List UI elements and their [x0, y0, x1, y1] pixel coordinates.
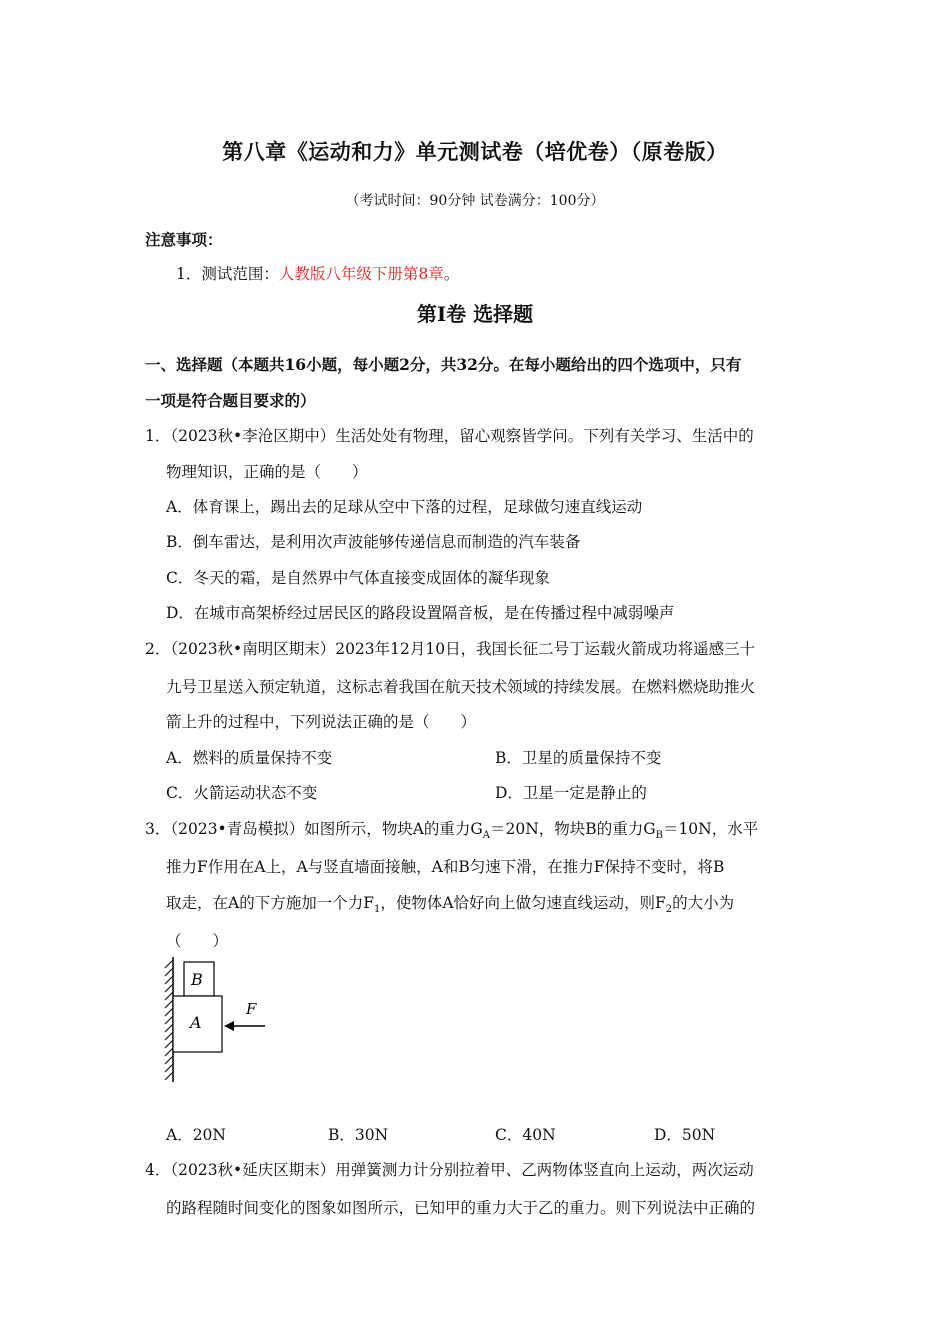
- q4-stem-line2: 的路程随时间变化的图象如图所示，已知甲的重力大于乙的重力。则下列说法中正确的: [166, 1199, 756, 1217]
- q2-stem-line2: 九号卫星送入预定轨道，这标志着我国在航天技术领域的持续发展。在燃料燃烧助推火: [166, 678, 756, 696]
- q3-stem-line2: 推力F作用在A上，A与竖直墙面接触，A和B匀速下滑，在推力F保持不变时，将B: [166, 858, 725, 876]
- q3-stem-line1: 3．（2023•青岛模拟）如图所示，物块A的重力$G_A=20N$，物块B的重力$G_B=10N$，水平: [145, 820, 759, 842]
- part-heading-line2: 一项是符合题目要求的）: [145, 391, 316, 410]
- q3-figure: [150, 952, 280, 1092]
- part-heading-line1: 一、选择题（本题共16小题，每小题2分，共32分。在每小题给出的四个选项中，只有: [145, 355, 742, 374]
- q3-stem-line4: （ ）: [166, 932, 229, 950]
- notice-heading: 注意事项：: [145, 230, 223, 249]
- q1-stem-line2: 物理知识，正确的是（ ）: [166, 463, 368, 481]
- block-a-label: A: [190, 1013, 202, 1032]
- wall-hatching: [165, 960, 173, 1080]
- force-arrowhead: [224, 1021, 234, 1031]
- q1-option-c: C．冬天的霜，是自然界中气体直接变成固体的凝华现象: [166, 569, 550, 587]
- q3-option-b: B．30N: [328, 1126, 389, 1144]
- q3-stem-line3: 取走，在A的下方施加一个力$F_1$，使物体A恰好向上做匀速直线运动，则$F_2$的大小为: [166, 894, 735, 916]
- q2-option-d: D．卫星一定是静止的: [495, 784, 647, 802]
- q2-stem-line3: 箭上升的过程中，下列说法正确的是（ ）: [166, 713, 477, 731]
- block-b-label: B: [191, 970, 203, 989]
- section-title: 第Ⅰ卷 选择题: [416, 302, 534, 326]
- document-title: 第八章《运动和力》单元测试卷（培优卷）（原卷版）: [222, 139, 728, 164]
- q4-stem-line1: 4．（2023秋•延庆区期末）用弹簧测力计分别拉着甲、乙两物体竖直向上运动，两次运动: [145, 1161, 754, 1179]
- force-label: F: [246, 1000, 257, 1018]
- notice-scope: 人教版八年级下册第8章: [278, 265, 444, 283]
- q1-option-d: D．在城市高架桥经过居民区的路段设置隔音板，是在传播过程中减弱噪声: [166, 604, 675, 622]
- exam-info: （考试时间：90分钟 试卷满分：100分）: [345, 193, 605, 209]
- notice-item: 1．测试范围：人教版八年级下册第8章。: [176, 265, 460, 283]
- q3-option-c: C．40N: [495, 1126, 556, 1144]
- q1-stem-line1: 1．（2023秋•李沧区期中）生活处处有物理，留心观察皆学问。下列有关学习、生活中的: [145, 427, 754, 445]
- q2-option-a: A．燃料的质量保持不变: [166, 749, 333, 767]
- q2-stem-line1: 2．（2023秋•南明区期末）2023年12月10日，我国长征二号丁运载火箭成功将遥感三十: [145, 640, 756, 658]
- q2-option-b: B．卫星的质量保持不变: [495, 749, 662, 767]
- q2-option-c: C．火箭运动状态不变: [166, 784, 318, 802]
- q1-option-a: A．体育课上，踢出去的足球从空中下落的过程，足球做匀速直线运动: [166, 498, 643, 516]
- q1-option-b: B．倒车雷达，是利用次声波能够传递信息而制造的汽车装备: [166, 533, 581, 551]
- q3-option-a: A．20N: [166, 1126, 226, 1144]
- q3-option-d: D．50N: [654, 1126, 716, 1144]
